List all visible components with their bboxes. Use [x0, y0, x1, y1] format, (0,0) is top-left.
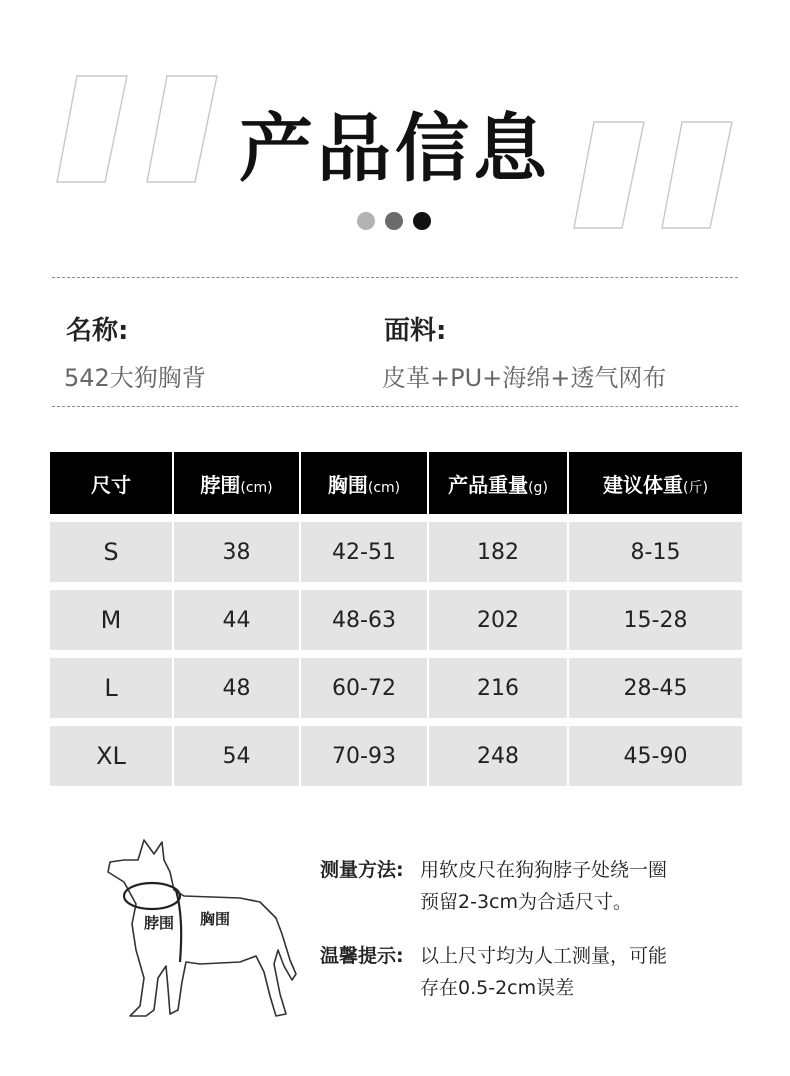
cell-chest: 48-63	[301, 590, 429, 650]
page-title: 产品信息	[239, 106, 551, 192]
cell-suggested-weight: 45-90	[569, 726, 742, 786]
cell-size: S	[50, 522, 174, 582]
cell-weight: 182	[429, 522, 569, 582]
cell-chest: 70-93	[301, 726, 429, 786]
header-suggested-weight: 建议体重(斤)	[569, 452, 742, 514]
cell-suggested-weight: 28-45	[569, 658, 742, 718]
measure-method-note	[320, 854, 700, 918]
neck-label: 脖围	[144, 914, 175, 932]
measure-method-label: 测量方法:	[320, 859, 404, 881]
table-row	[50, 522, 742, 582]
dot-dark	[413, 212, 431, 230]
material-value: 皮革+PU+海绵+透气网布	[382, 364, 667, 392]
cell-chest: 42-51	[301, 522, 429, 582]
cell-size: M	[50, 590, 174, 650]
cell-neck: 54	[174, 726, 301, 786]
dog-measurement-illustration	[100, 838, 300, 1023]
cell-neck: 38	[174, 522, 301, 582]
cell-neck: 44	[174, 590, 301, 650]
cell-neck: 48	[174, 658, 301, 718]
size-table-header	[50, 452, 742, 514]
header-neck: 脖围(cm)	[174, 452, 301, 514]
reminder-text: 以上尺寸均为人工测量，可能 存在0.5-2cm误差	[420, 945, 668, 999]
cell-suggested-weight: 15-28	[569, 590, 742, 650]
reminder-label: 温馨提示:	[320, 945, 404, 967]
cell-suggested-weight: 8-15	[569, 522, 742, 582]
cell-weight: 202	[429, 590, 569, 650]
size-table	[50, 452, 742, 786]
table-row	[50, 590, 742, 650]
table-row	[50, 658, 742, 718]
header-weight: 产品重量(g)	[429, 452, 569, 514]
divider-bottom	[52, 406, 738, 407]
title-dots	[357, 212, 431, 230]
cell-weight: 248	[429, 726, 569, 786]
cell-size: XL	[50, 726, 174, 786]
header-size: 尺寸	[50, 452, 174, 514]
cell-chest: 60-72	[301, 658, 429, 718]
name-value: 542大狗胸背	[64, 364, 206, 392]
measure-method-text: 用软皮尺在狗狗脖子处绕一圈 预留2-3cm为合适尺寸。	[420, 859, 668, 913]
table-row	[50, 726, 742, 786]
divider-top	[52, 277, 738, 278]
cell-size: L	[50, 658, 174, 718]
dog-silhouette	[108, 840, 296, 1016]
reminder-note	[320, 940, 700, 1004]
material-label: 面料:	[384, 316, 447, 346]
dot-mid	[385, 212, 403, 230]
cell-weight: 216	[429, 658, 569, 718]
chest-label: 胸围	[200, 910, 231, 928]
dot-light	[357, 212, 375, 230]
header-chest: 胸围(cm)	[301, 452, 429, 514]
name-label: 名称:	[66, 316, 129, 346]
